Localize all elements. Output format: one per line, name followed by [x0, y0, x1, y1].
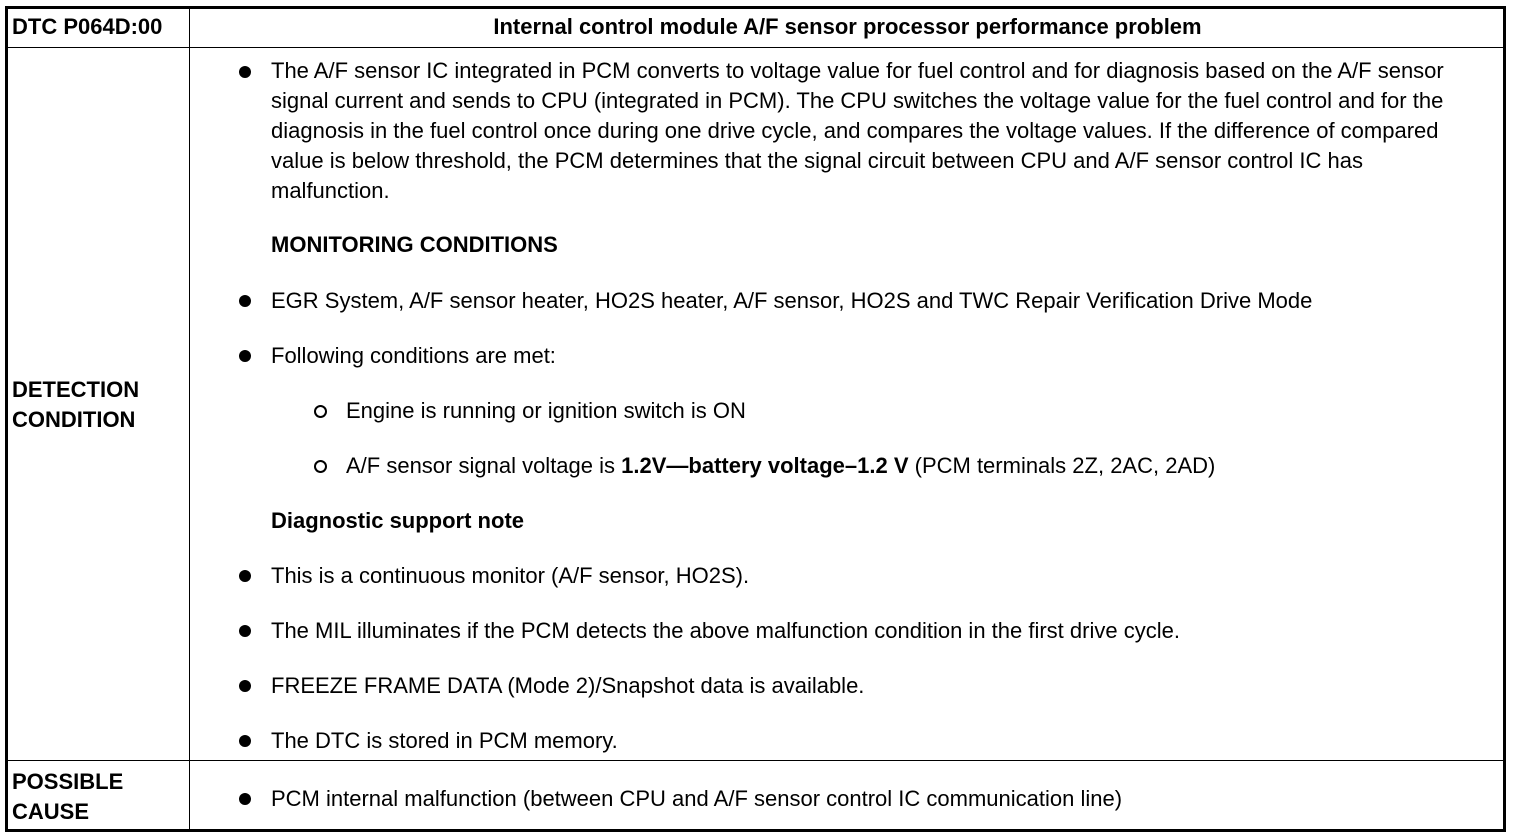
- monitoring-item: EGR System, A/F sensor heater, HO2S heater, A/F sensor, HO2S and TWC Repair Verification Drive Mode: [271, 288, 1313, 313]
- column-divider: [189, 6, 190, 832]
- bullet-icon: [239, 680, 251, 692]
- bullet-icon: [239, 793, 251, 805]
- detection-description: The A/F sensor IC integrated in PCM converts to voltage value for fuel control and for diagnosis based on the A/F sensor signal current and sends to CPU (integrated in PCM). The CPU switches the voltage value for the fuel control and for the diagnosis in the fuel control once during one drive cycle, and compares the voltage values. If the difference of compared value is below threshold, the PCM determines that the signal circuit between CPU and A/F sensor control IC has malfunction.: [271, 58, 1444, 203]
- cause-divider: [5, 760, 1506, 761]
- support-note-item: The DTC is stored in PCM memory.: [271, 728, 618, 753]
- support-note-item: FREEZE FRAME DATA (Mode 2)/Snapshot data is available.: [271, 673, 865, 698]
- sub-condition-item: Engine is running or ignition switch is ON: [346, 398, 746, 423]
- voltage-prefix: A/F sensor signal voltage is: [346, 453, 622, 478]
- support-note-item: The MIL illuminates if the PCM detects the above malfunction condition in the first drive cycle.: [271, 618, 1180, 643]
- bullet-icon: [239, 66, 251, 78]
- bullet-icon: [239, 735, 251, 747]
- cause-label-line1: POSSIBLE: [12, 769, 124, 794]
- monitoring-item: Following conditions are met:: [271, 343, 556, 368]
- bullet-icon: [239, 625, 251, 637]
- bullet-icon: [239, 350, 251, 362]
- header-divider: [5, 47, 1506, 48]
- support-note-heading: Diagnostic support note: [271, 508, 524, 533]
- detection-label-line1: DETECTION: [12, 377, 140, 402]
- bullet-icon: [239, 295, 251, 307]
- sub-bullet-icon: [314, 460, 327, 473]
- support-note-item: This is a continuous monitor (A/F sensor, HO2S).: [271, 563, 750, 588]
- detection-label-line2: CONDITION: [12, 407, 136, 432]
- voltage-terminals: (PCM terminals 2Z, 2AC, 2AD): [908, 453, 1216, 478]
- monitoring-heading: MONITORING CONDITIONS: [271, 232, 558, 257]
- voltage-range: 1.2V—battery voltage–1.2 V: [621, 453, 909, 478]
- dtc-code: DTC P064D:00: [12, 14, 163, 39]
- dtc-title: Internal control module A/F sensor processor performance problem: [493, 14, 1202, 39]
- bullet-icon: [239, 570, 251, 582]
- sub-bullet-icon: [314, 405, 327, 418]
- cause-label-line2: CAUSE: [12, 799, 90, 824]
- sub-condition-item: [346, 451, 1215, 481]
- cause-item: PCM internal malfunction (between CPU and A/F sensor control IC communication line): [271, 786, 1123, 811]
